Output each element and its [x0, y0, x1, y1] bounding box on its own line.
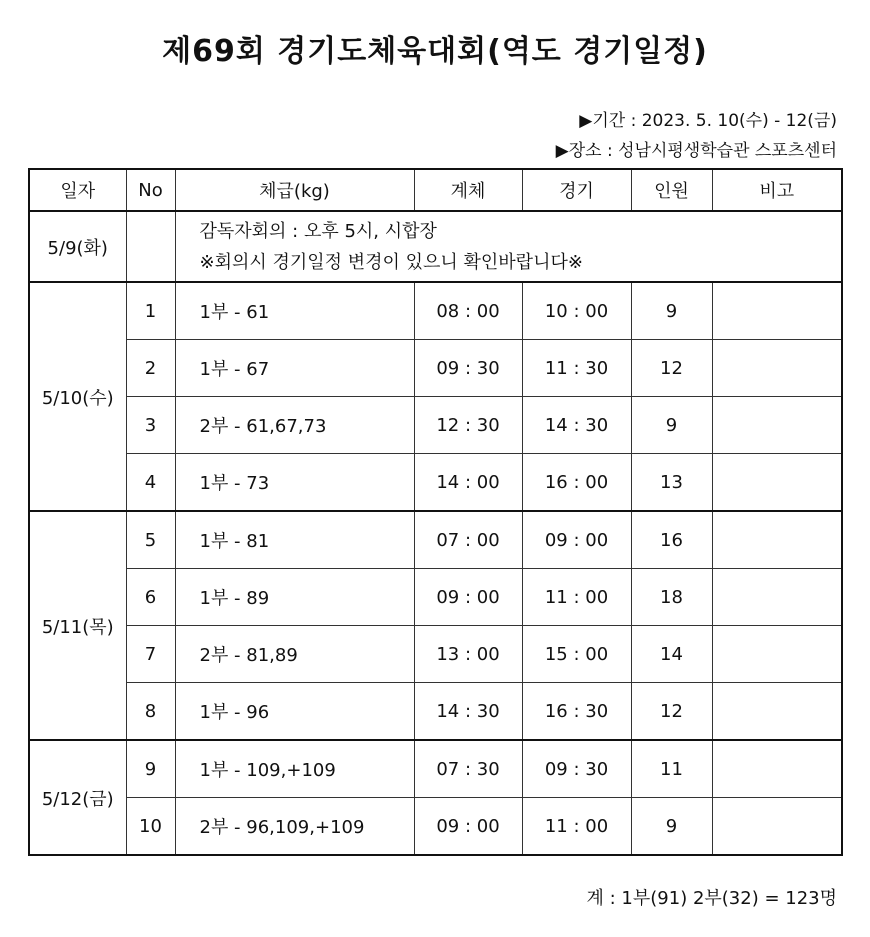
row-no: 2: [126, 340, 175, 397]
row-match: 16 : 30: [522, 683, 631, 741]
row-remarks: [712, 569, 842, 626]
header-count: 인원: [631, 169, 712, 211]
meeting-note-line1: 감독자회의 : 오후 5시, 시합장: [199, 220, 437, 242]
day-date: 5/12(금): [29, 740, 126, 855]
page-title: 제69회 경기도체육대회(역도 경기일정): [162, 34, 708, 69]
row-remarks: [712, 340, 842, 397]
row-match: 09 : 30: [522, 740, 631, 798]
row-weigh-in: 07 : 30: [414, 740, 522, 798]
row-match: 11 : 00: [522, 798, 631, 856]
row-remarks: [712, 626, 842, 683]
row-remarks: [712, 454, 842, 512]
period-info: ▶기간 : 2023. 5. 10(수) - 12(금): [579, 111, 837, 131]
row-no: 1: [126, 282, 175, 340]
table-row: [29, 569, 842, 626]
table-header-row: [29, 169, 842, 211]
day-group: [29, 511, 842, 740]
row-weight: 1부 - 61: [175, 282, 414, 340]
table-row: [29, 798, 842, 856]
row-no: 7: [126, 626, 175, 683]
row-weigh-in: 12 : 30: [414, 397, 522, 454]
day-date: 5/10(수): [29, 282, 126, 511]
header-weight: 체급(kg): [175, 169, 414, 211]
row-count: 13: [631, 454, 712, 512]
row-weigh-in: 08 : 00: [414, 282, 522, 340]
row-weight: 1부 - 109,+109: [175, 740, 414, 798]
row-remarks: [712, 798, 842, 856]
row-count: 9: [631, 397, 712, 454]
schedule-table: [28, 168, 843, 856]
row-weigh-in: 09 : 30: [414, 340, 522, 397]
row-no: 8: [126, 683, 175, 741]
table-row: [29, 454, 842, 512]
row-weigh-in: 07 : 00: [414, 511, 522, 569]
row-match: 09 : 00: [522, 511, 631, 569]
total-summary: 계 : 1부(91) 2부(32) = 123명: [586, 888, 837, 909]
row-remarks: [712, 683, 842, 741]
row-match: 16 : 00: [522, 454, 631, 512]
row-weight: 2부 - 96,109,+109: [175, 798, 414, 856]
row-weight: 2부 - 61,67,73: [175, 397, 414, 454]
table-row: [29, 282, 842, 340]
row-weigh-in: 14 : 30: [414, 683, 522, 741]
row-remarks: [712, 397, 842, 454]
meeting-no: [126, 211, 175, 282]
table-row: [29, 683, 842, 741]
row-match: 11 : 30: [522, 340, 631, 397]
row-no: 4: [126, 454, 175, 512]
header-weigh-in: 계체: [414, 169, 522, 211]
row-weigh-in: 09 : 00: [414, 798, 522, 856]
row-count: 12: [631, 683, 712, 741]
row-count: 9: [631, 282, 712, 340]
row-remarks: [712, 511, 842, 569]
day-group: [29, 282, 842, 511]
row-no: 3: [126, 397, 175, 454]
row-weight: 1부 - 67: [175, 340, 414, 397]
row-count: 9: [631, 798, 712, 856]
row-count: 18: [631, 569, 712, 626]
row-weight: 1부 - 89: [175, 569, 414, 626]
table-row: [29, 511, 842, 569]
row-match: 11 : 00: [522, 569, 631, 626]
table-row: [29, 626, 842, 683]
row-count: 11: [631, 740, 712, 798]
row-weigh-in: 14 : 00: [414, 454, 522, 512]
meeting-date: 5/9(화): [29, 211, 126, 282]
day-date: 5/11(목): [29, 511, 126, 740]
row-match: 10 : 00: [522, 282, 631, 340]
table-row: [29, 740, 842, 798]
row-weigh-in: 09 : 00: [414, 569, 522, 626]
meeting-note-line2: ※회의시 경기일정 변경이 있으니 확인바랍니다※: [199, 251, 583, 273]
table-row: [29, 340, 842, 397]
meeting-note: [175, 211, 842, 282]
venue-info: ▶장소 : 성남시평생학습관 스포츠센터: [555, 141, 837, 161]
header-no: No: [126, 169, 175, 211]
row-no: 6: [126, 569, 175, 626]
row-no: 10: [126, 798, 175, 856]
row-count: 12: [631, 340, 712, 397]
row-match: 15 : 00: [522, 626, 631, 683]
day-group: [29, 740, 842, 855]
row-weight: 2부 - 81,89: [175, 626, 414, 683]
row-match: 14 : 30: [522, 397, 631, 454]
row-weight: 1부 - 73: [175, 454, 414, 512]
header-remarks: 비고: [712, 169, 842, 211]
table-row: [29, 397, 842, 454]
row-weigh-in: 13 : 00: [414, 626, 522, 683]
row-no: 5: [126, 511, 175, 569]
row-weight: 1부 - 96: [175, 683, 414, 741]
header-match: 경기: [522, 169, 631, 211]
header-date: 일자: [29, 169, 126, 211]
row-weight: 1부 - 81: [175, 511, 414, 569]
row-count: 14: [631, 626, 712, 683]
meeting-row: [29, 211, 842, 282]
row-count: 16: [631, 511, 712, 569]
row-remarks: [712, 740, 842, 798]
row-remarks: [712, 282, 842, 340]
row-no: 9: [126, 740, 175, 798]
